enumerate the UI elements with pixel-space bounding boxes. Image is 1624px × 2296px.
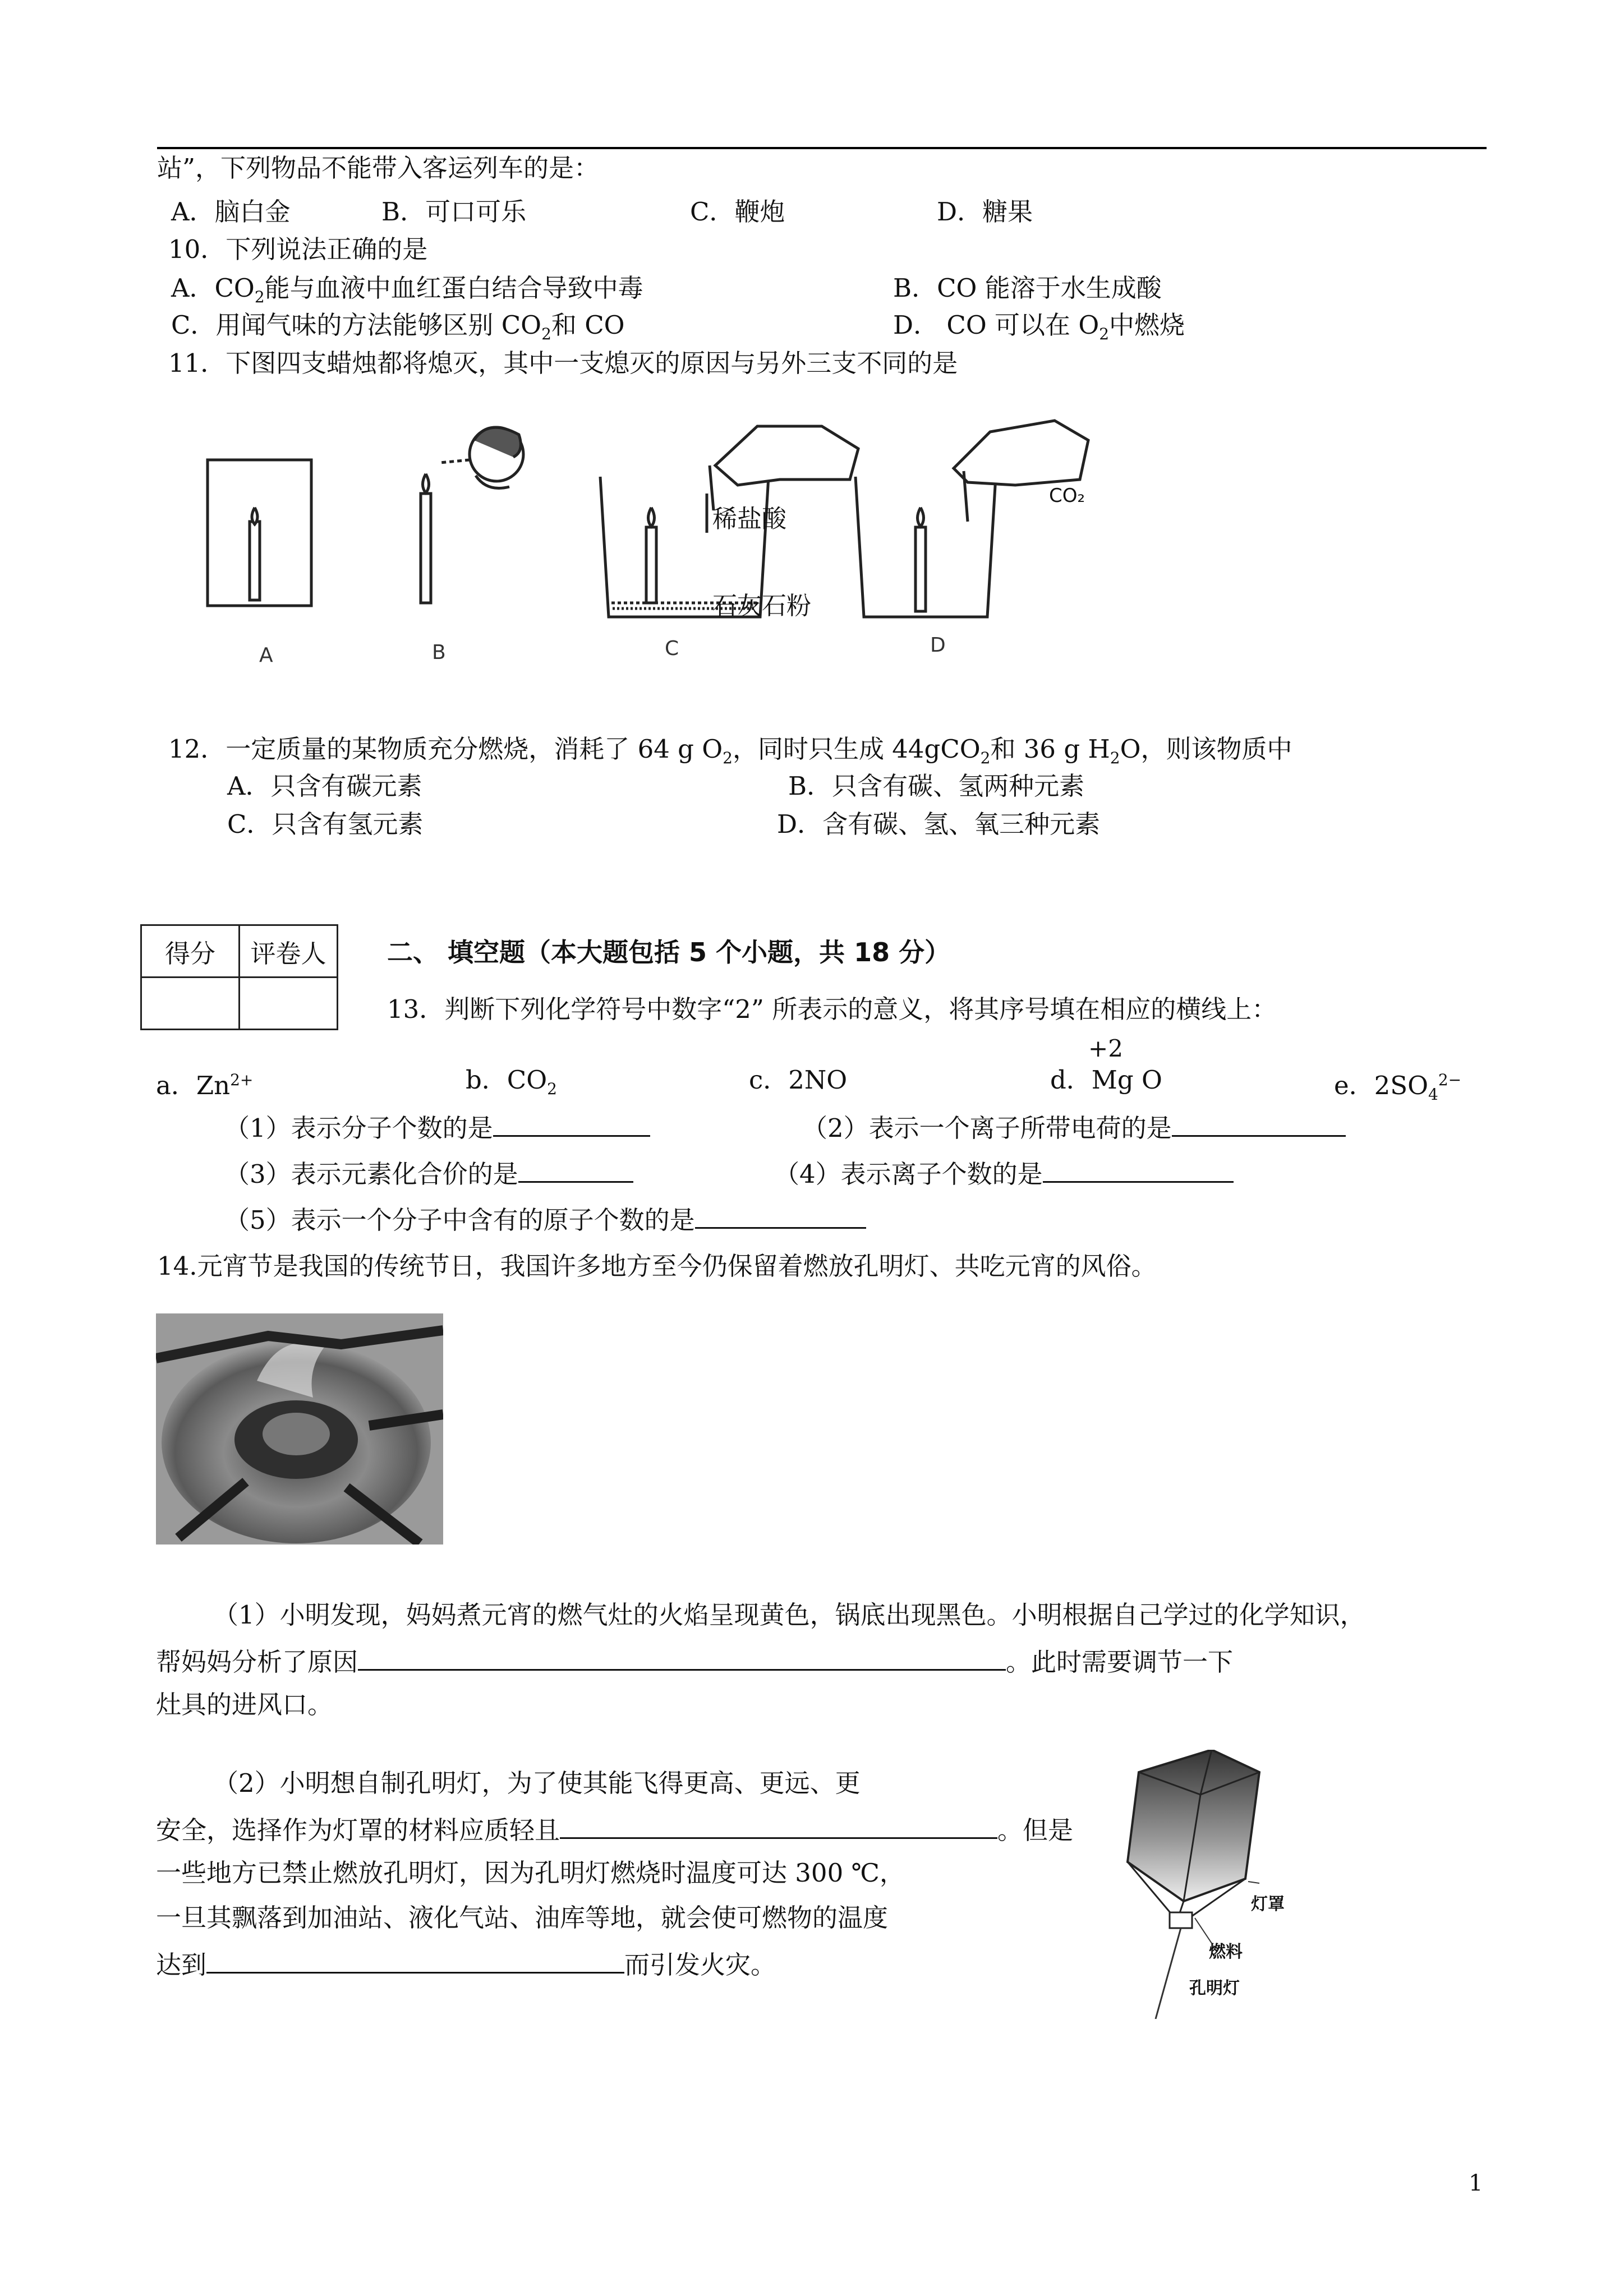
q13-blank-1[interactable] bbox=[493, 1109, 650, 1137]
limestone-label: 石灰石粉 bbox=[712, 592, 811, 620]
grader-header: 评卷人 bbox=[240, 925, 338, 978]
acid-label: 稀盐酸 bbox=[712, 505, 786, 533]
co2-bottle bbox=[954, 421, 1088, 485]
q13-blank-5[interactable] bbox=[695, 1201, 866, 1229]
fig-label-d: D bbox=[930, 634, 946, 657]
grader-cell[interactable] bbox=[240, 978, 338, 1030]
q11-stem: 11．下图四支蜡烛都将熄灭，其中一支熄灭的原因与另外三支不同的是 bbox=[168, 348, 958, 378]
q14-blank-1[interactable] bbox=[358, 1643, 1006, 1671]
q10-option-d: D． CO 可以在 $O_2$中燃烧 bbox=[893, 310, 1185, 343]
q9-option-c: C．鞭炮 bbox=[690, 197, 785, 227]
q13-blank-2[interactable] bbox=[1172, 1109, 1346, 1137]
q9-option-b: B．可口可乐 bbox=[381, 197, 527, 227]
q14-p1-line3: 灶具的进风口。 bbox=[156, 1690, 333, 1719]
lantern-figure bbox=[1116, 1750, 1301, 2019]
q13-part2: （2）表示一个离子所带电荷的是 bbox=[802, 1109, 1346, 1145]
q10-option-b: B．CO 能溶于水生成酸 bbox=[893, 273, 1162, 303]
lantern-shade bbox=[1128, 1750, 1259, 1901]
fig-label-b: B bbox=[432, 641, 446, 664]
lantern-label: 孔明灯 bbox=[1189, 1979, 1240, 1998]
q12-stem: 12．一定质量的某物质充分燃烧，消耗了 64 g $O_2$，同时只生成 44gCO$_2$和 36 g $H_2O$，则该物质中 bbox=[168, 734, 1292, 767]
gas-stove-photo bbox=[156, 1313, 443, 1545]
q9-stem: 站”，下列物品不能带入客运列车的是： bbox=[157, 153, 600, 183]
q13-part5: （5）表示一个分子中含有的原子个数的是 bbox=[224, 1201, 866, 1237]
q14-p2-line2: 安全，选择作为灯罩的材料应质轻且 。但是 bbox=[156, 1811, 1073, 1847]
q13-valence-mark: +2 bbox=[1088, 1035, 1123, 1062]
fuel-label: 燃料 bbox=[1209, 1942, 1243, 1962]
q14-p2-line4: 一旦其飘落到加油站、液化气站、油库等地，就会使可燃物的温度 bbox=[156, 1903, 889, 1933]
acid-bottle bbox=[715, 426, 858, 485]
q13-symbol-d: d．Mg O bbox=[1050, 1065, 1162, 1095]
q10-option-a: A．$CO_2$能与血液中血红蛋白结合导致中毒 bbox=[171, 273, 643, 306]
q14-p2-line3: 一些地方已禁止燃放孔明灯，因为孔明灯燃烧时温度可达 300 ℃， bbox=[156, 1858, 905, 1888]
q14-p1-line2: 帮妈妈分析了原因 。此时需要调节一下 bbox=[156, 1643, 1233, 1679]
q9-option-a: A．脑白金 bbox=[171, 197, 291, 227]
score-cell[interactable] bbox=[141, 978, 240, 1030]
q13-part4: （4）表示离子个数的是 bbox=[774, 1155, 1234, 1191]
q14-p1-line1: （1）小明发现，妈妈煮元宵的燃气灶的火焰呈现黄色，锅底出现黑色。小明根据自己学过的化学知识， bbox=[213, 1600, 1365, 1630]
candles-figure bbox=[191, 387, 1144, 701]
q13-part3: （3）表示元素化合价的是 bbox=[224, 1155, 633, 1191]
score-header: 得分 bbox=[141, 925, 240, 978]
q13-symbol-b: b．$CO_2$ bbox=[466, 1065, 557, 1098]
q13-symbol-c: c．2NO bbox=[749, 1065, 848, 1095]
co2-label: CO₂ bbox=[1049, 485, 1085, 507]
q14-p2-line5: 达到 而引发火灾。 bbox=[156, 1946, 776, 1982]
q12-option-c: C．只含有氢元素 bbox=[227, 809, 424, 839]
page-number: 1 bbox=[1469, 2170, 1483, 2196]
fig-label-a: A bbox=[259, 644, 273, 667]
q14-p2-line1: （2）小明想自制孔明灯，为了使其能飞得更高、更远、更 bbox=[213, 1768, 861, 1798]
q13-part1: （1）表示分子个数的是 bbox=[224, 1109, 650, 1145]
section2-title: 二、 填空题（本大题包括 5 个小题，共 18 分） bbox=[387, 937, 951, 967]
q10-option-c: C．用闻气味的方法能够区别 $CO_2$和 CO bbox=[171, 310, 625, 343]
q14-blank-2[interactable] bbox=[560, 1811, 997, 1839]
q12-option-b: B．只含有碳、氢两种元素 bbox=[788, 771, 1085, 801]
q13-blank-3[interactable] bbox=[518, 1155, 633, 1183]
score-table bbox=[140, 924, 338, 1030]
fuel-icon bbox=[1170, 1912, 1192, 1928]
q12-option-d: D．含有碳、氢、氧三种元素 bbox=[777, 809, 1101, 839]
q14-stem: 14.元宵节是我国的传统节日，我国许多地方至今仍保留着燃放孔明灯、共吃元宵的风俗。 bbox=[157, 1251, 1157, 1281]
header-rule bbox=[157, 147, 1487, 149]
q13-blank-4[interactable] bbox=[1043, 1155, 1234, 1183]
q13-stem: 13．判断下列化学符号中数字“2” 所表示的意义，将其序号填在相应的横线上： bbox=[387, 994, 1277, 1024]
q12-option-a: A．只含有碳元素 bbox=[227, 771, 422, 801]
q13-symbol-a: a．$Zn^{2+}$ bbox=[156, 1071, 254, 1100]
q13-symbol-e: e．$2SO_4^{2-}$ bbox=[1334, 1071, 1462, 1104]
q14-blank-3[interactable] bbox=[206, 1946, 624, 1974]
q10-stem: 10．下列说法正确的是 bbox=[168, 234, 428, 264]
shade-label: 灯罩 bbox=[1251, 1894, 1285, 1914]
fig-label-c: C bbox=[665, 637, 679, 660]
q9-option-d: D．糖果 bbox=[937, 197, 1033, 227]
